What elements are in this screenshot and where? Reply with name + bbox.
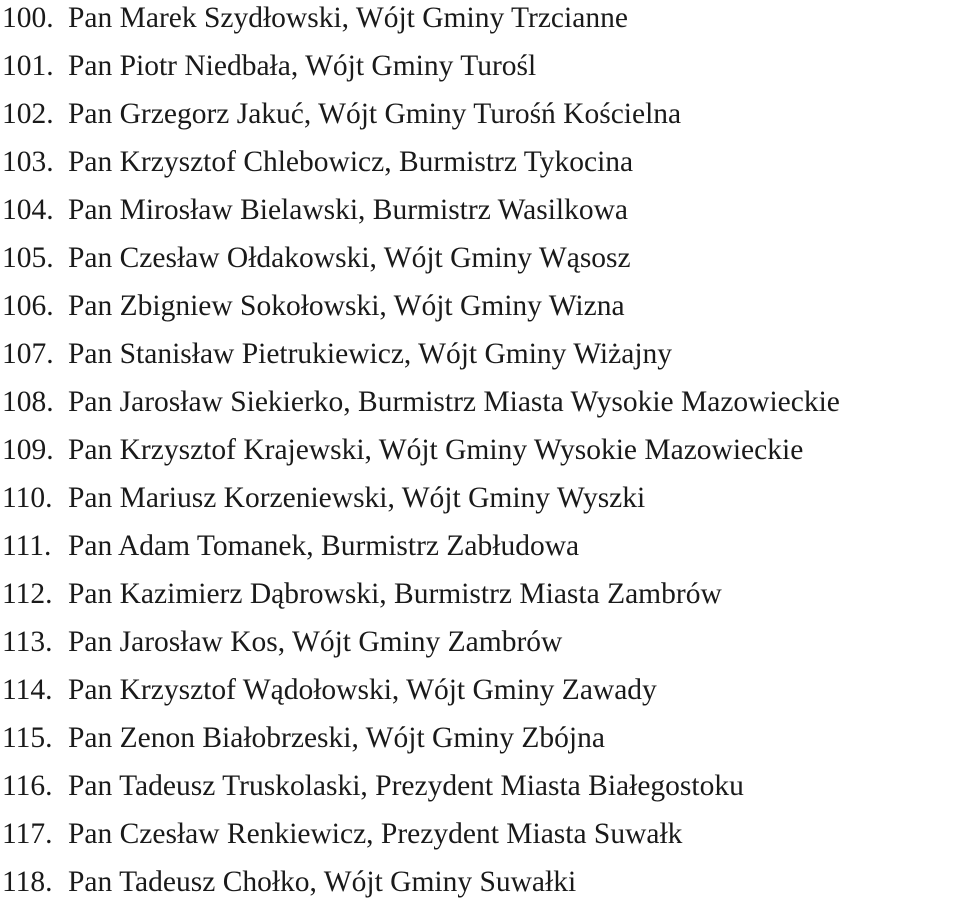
item-text: Pan Kazimierz Dąbrowski, Burmistrz Miasta Zambrów — [68, 578, 722, 610]
item-text: Pan Krzysztof Krajewski, Wójt Gminy Wysokie Mazowieckie — [68, 434, 804, 466]
item-text: Pan Tadeusz Chołko, Wójt Gminy Suwałki — [68, 866, 577, 898]
list-item — [0, 0, 628, 48]
list-item — [0, 480, 646, 528]
list-item — [0, 624, 563, 672]
item-text: Pan Krzysztof Wądołowski, Wójt Gminy Zawady — [68, 674, 657, 706]
item-number: 118. — [2, 866, 53, 898]
item-text: Pan Zbigniew Sokołowski, Wójt Gminy Wizna — [68, 290, 625, 322]
list-item — [0, 144, 634, 192]
list-item — [0, 384, 840, 432]
list-item — [0, 432, 804, 480]
item-text: Pan Czesław Ołdakowski, Wójt Gminy Wąsosz — [68, 242, 631, 274]
item-text: Pan Adam Tomanek, Burmistrz Zabłudowa — [68, 530, 580, 562]
item-text: Pan Tadeusz Truskolaski, Prezydent Miasta Białegostoku — [68, 770, 744, 802]
item-text: Pan Zenon Białobrzeski, Wójt Gminy Zbójna — [68, 722, 605, 754]
item-number: 116. — [2, 770, 53, 802]
item-text: Pan Marek Szydłowski, Wójt Gminy Trzcianne — [68, 2, 628, 34]
item-text: Pan Krzysztof Chlebowicz, Burmistrz Tykocina — [68, 146, 634, 178]
item-number: 110. — [2, 482, 53, 514]
item-number: 105. — [2, 242, 54, 274]
item-text: Pan Stanisław Pietrukiewicz, Wójt Gminy Wiżajny — [68, 338, 673, 370]
item-number: 103. — [2, 146, 54, 178]
item-text: Pan Czesław Renkiewicz, Prezydent Miasta Suwałk — [68, 818, 683, 850]
item-number: 115. — [2, 722, 53, 754]
item-number: 112. — [2, 578, 53, 610]
item-text: Pan Mariusz Korzeniewski, Wójt Gminy Wyszki — [68, 482, 646, 514]
item-text: Pan Piotr Niedbała, Wójt Gminy Turośl — [68, 50, 537, 82]
item-number: 101. — [2, 50, 54, 82]
item-number: 108. — [2, 386, 54, 418]
list-item — [0, 864, 577, 912]
item-number: 117. — [2, 818, 53, 850]
item-number: 109. — [2, 434, 54, 466]
item-number: 107. — [2, 338, 54, 370]
item-number: 104. — [2, 194, 54, 226]
item-text: Pan Grzegorz Jakuć, Wójt Gminy Turośń Kościelna — [68, 98, 682, 130]
item-number: 106. — [2, 290, 54, 322]
list-item — [0, 672, 657, 720]
list-item — [0, 192, 628, 240]
list-item — [0, 96, 682, 144]
list-item — [0, 336, 673, 384]
list-item — [0, 240, 631, 288]
item-text: Pan Jarosław Kos, Wójt Gminy Zambrów — [68, 626, 563, 658]
item-number: 111. — [2, 530, 52, 562]
item-text: Pan Mirosław Bielawski, Burmistrz Wasilkowa — [68, 194, 628, 226]
list-item — [0, 48, 537, 96]
item-number: 113. — [2, 626, 53, 658]
list-item — [0, 528, 580, 576]
item-number: 114. — [2, 674, 53, 706]
item-text: Pan Jarosław Siekierko, Burmistrz Miasta Wysokie Mazowieckie — [68, 386, 840, 418]
list-item — [0, 288, 625, 336]
item-number: 102. — [2, 98, 54, 130]
list-item — [0, 720, 605, 768]
item-number: 100. — [2, 2, 54, 34]
list-item — [0, 816, 683, 864]
list-item — [0, 576, 722, 624]
list-item — [0, 768, 744, 816]
